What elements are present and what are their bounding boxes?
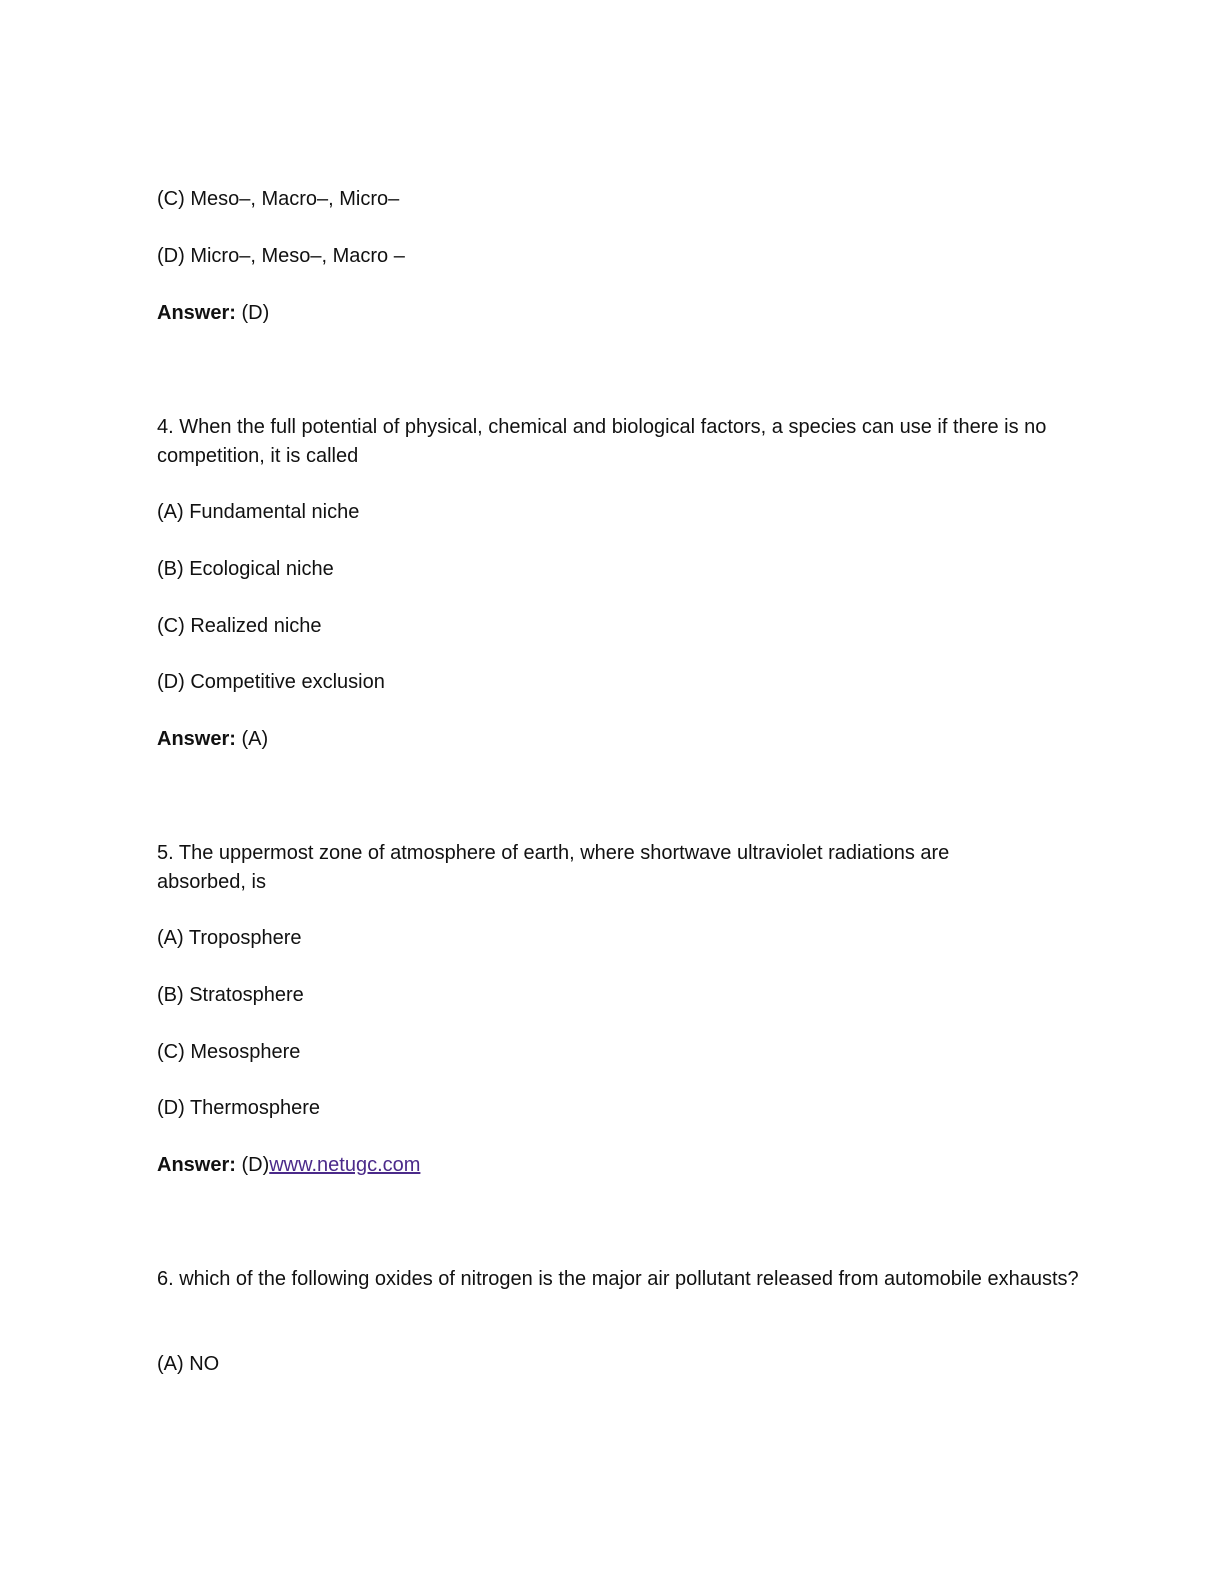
q3-answer-label: Answer: [157, 302, 236, 324]
q3-answer-value: (D) [235, 302, 270, 324]
q4-option-a: (A) Fundamental niche [157, 501, 360, 523]
q5-question: 5. The uppermost zone of atmosphere of earth, where shortwave ultraviolet radiations are absorbed, is [157, 842, 950, 893]
q4-option-c: (C) Realized niche [157, 615, 322, 637]
q5-option-d: (D) Thermosphere [157, 1097, 321, 1119]
q5-answer-label: Answer: [157, 1154, 236, 1176]
q3-option-c: (C) Meso–, Macro–, Micro– [157, 188, 400, 210]
q5-answer [157, 1151, 1077, 1180]
q6-option-a: (A) NO [157, 1353, 220, 1375]
q3-answer [157, 299, 1077, 328]
website-link[interactable]: www.netugc.com [269, 1154, 421, 1176]
q4-answer [157, 725, 1077, 754]
q4-answer-label: Answer: [157, 728, 236, 750]
q6-question: 6. which of the following oxides of nitrogen is the major air pollutant released from automobile exhausts? [157, 1268, 1079, 1290]
q3-option-d: (D) Micro–, Meso–, Macro – [157, 245, 405, 267]
q5-option-a: (A) Troposphere [157, 927, 302, 949]
q4-answer-value: (A) [235, 728, 269, 750]
q5-option-c: (C) Mesosphere [157, 1041, 301, 1063]
q4-option-d: (D) Competitive exclusion [157, 671, 385, 693]
q5-option-b: (B) Stratosphere [157, 984, 304, 1006]
q4-question: 4. When the full potential of physical, chemical and biological factors, a species can use if there is no competition, it is called [157, 416, 1047, 467]
q4-option-b: (B) Ecological niche [157, 558, 334, 580]
q5-answer-value: (D) [235, 1154, 270, 1176]
